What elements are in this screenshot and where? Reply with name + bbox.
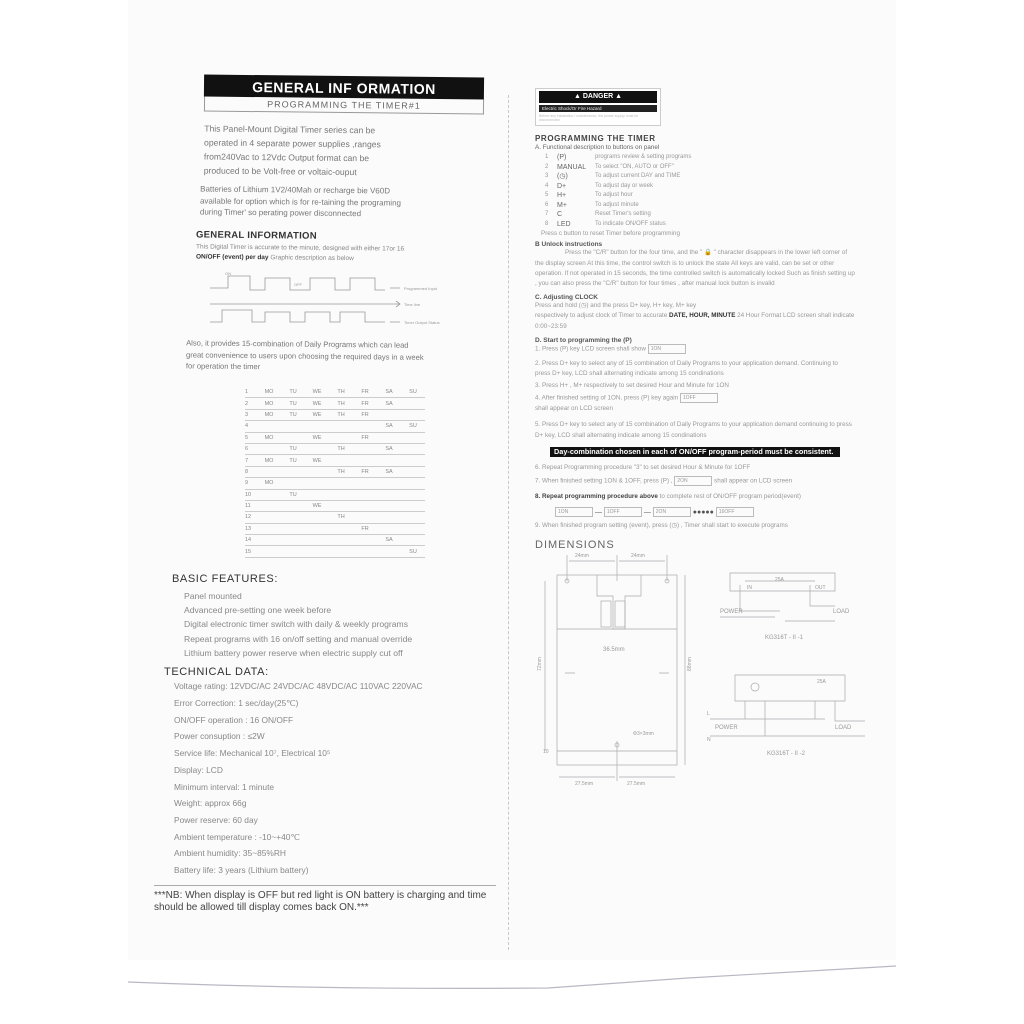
dim-right-height: 88mm [686,656,693,671]
danger-label [535,88,661,126]
step-text: shall appear on LCD screen [714,477,793,485]
button-function-row [545,172,855,182]
tech-item: Power consuption : ≤2W [174,731,265,742]
wiring-1-load: LOAD [833,608,850,615]
step-text: 7. When finished setting 1ON & 1OFF, press (P) , [535,477,673,485]
danger-subtext: Electric Shock/Or Fire Hazard [539,105,657,112]
step-1 [535,344,855,355]
program-table-row [245,398,425,409]
danger-fine-print: Before any installation / maintenance, the power supply must be disconnected [539,114,639,122]
waveform-diagram [210,270,480,330]
step-3: 3. Press H+ , M+ respectively to set desired Hour and Minute for 1ON [535,382,729,390]
button-number: 4 [545,182,549,189]
step-8-bold: 8. Repeat programming procedure above [535,493,658,501]
timer-output-wave [210,310,385,322]
feature-item: Panel mounted [184,590,242,601]
program-day-cell: SU [409,389,417,396]
banner-title: GENERAL INF ORMATION [204,75,484,100]
reset-note: Press c button to reset Timer before programming [541,230,680,238]
legend-programmed: Programmed Input [404,285,438,291]
section-c-title: C. Adjusting CLOCK [535,294,598,302]
button-function-row [545,220,855,230]
button-function-row [545,191,855,201]
general-info-rest: Graphic description as below [268,253,354,262]
program-day-cell: TU [289,389,297,396]
button-description: programs review & setting programs [595,154,692,161]
program-day-cell: TH [337,400,345,407]
program-day-cell: SA [385,537,393,544]
program-table-row [245,421,425,432]
button-function-row [545,201,855,211]
battery-line: available for option which is for re-taining the programing [199,195,402,208]
program-number: 15 [245,548,252,555]
tech-item: ON/OFF operation : 16 ON/OFF [174,714,294,725]
program-table-row [245,535,425,546]
combination-paragraph [186,337,490,375]
tech-item: Ambient humidity: 35~85%RH [174,848,286,859]
consistency-notice: Day-combination chosen in each of ON/OFF program-period must be consistent. [550,447,840,458]
feature-item: Lithium battery power reserve when electric supply cut off [184,648,403,659]
button-description: To adjust current DAY and TIME [595,173,681,180]
button-number: 3 [545,173,549,180]
program-number: 5 [245,434,249,441]
program-day-cell: WE [312,411,322,418]
step-text: 4. After finished setting of 1ON, press (P) key again [535,394,679,402]
program-number: 3 [245,411,249,418]
general-info-line: This Digital Timer is accurate to the minute, designed with either 17or 16 [196,242,405,253]
dim-bottom-right: 27.5mm [627,780,646,787]
dimensions-heading: DIMENSIONS [535,538,615,551]
clock-text-line: 24 Hour Format LCD screen shall indicate 0:00~23:59 [535,312,855,330]
battery-line: Batteries of Lithium 1V2/40Mah or recharge bie V60D [200,184,391,196]
danger-bar [539,91,657,103]
combination-line: great convenience to users upon choosing the required days in a week [185,349,424,361]
step-7 [535,476,855,487]
button-function-row [545,210,855,220]
tech-item: Service life: Mechanical 10⁷, Electrical 10⁵ [174,748,331,759]
program-chain: 1ON — 1OFF — 2ON ●●●●● 16OFF [535,507,855,517]
step-6: 6. Repeat Programming procedure "3" to set desired Hour & Minute for 1OFF [535,464,751,472]
button-key: (P) [557,154,567,162]
timer-outline [557,575,677,765]
feature-item: Digital electronic timer switch with daily & weekly programs [184,619,408,630]
program-day-cell: MO [264,457,274,464]
program-day-cell: FR [361,525,369,532]
button-function-list [535,153,855,229]
dim-hole: Φ3×3mm [633,730,654,737]
button-number: 5 [545,192,549,199]
clock-text-line: Press and hold (◷) and the press D+ key, H+ key, M+ key [535,302,697,310]
program-number: 11 [245,503,251,510]
step-2: 2. Press D+ key to select any of 15 combination of Daily Programs to your application demand. Continuing to press D+ key, LCD shall alternating indicate among 15 condinations [535,359,838,377]
step-9: 9. When finished program setting (event), press (◷) , Timer shall start to execute programs [535,521,788,529]
tech-item: Ambient temperature : -10~+40℃ [174,831,300,842]
tech-item: Voltage rating: 12VDC/AC 24VDC/AC 48VDC/AC 110VAC 220VAC [174,681,423,692]
intro-line: This Panel-Mount Digital Timer series can be [204,123,376,136]
wiring-2-n: N [707,736,711,743]
program-number: 12 [245,514,252,521]
unlock-text: Press the "C/R" button for the four time, and the " 🔒 " character disappears in the lower left corner of the display screen At this time, the control switch is to unlock the state All keys are valid, can be set or other operation. If not operated in 15 seconds, the time controlled switch is automatically locked Such as finish setting up , you can also press the "C/R" button for four times , after manual lock button is invalid [535,249,855,288]
dim-left-height: 72mm [536,656,543,671]
button-function-row [545,153,855,163]
dim-top-left: 24mm [575,552,589,559]
lcd-display: 1OFF [604,507,642,517]
lcd-display: 2ON [653,507,691,517]
program-day-cell: MO [264,411,274,418]
dimensions-area [535,551,855,791]
program-number: 1 [245,389,249,396]
clock-text-line: respectively to adjust clock of Timer to accurate [535,312,668,320]
tech-item: Battery life: 3 years (Lithium battery) [174,865,309,876]
tech-item: Power reserve: 60 day [174,814,258,825]
chain-dots: ●●●●● [692,508,714,516]
dim-center: 36.5mm [603,646,625,653]
button-number: 2 [545,163,549,170]
intro-paragraph [204,122,491,181]
button-key: D+ [557,182,567,190]
step-8 [535,492,855,502]
button-description: To adjust day or week [595,182,654,189]
combination-line: Also, it provides 15-combination of Daily Programs which can lead [186,337,409,350]
button-key: (◷) [557,173,568,181]
tech-item: Error Correction: 1 sec/day(25℃) [174,698,299,709]
tech-item: Weight: approx 66g [174,798,247,809]
general-info-bold: ON/OFF (event) per day [195,252,269,261]
wiring-2-rating: 25A [817,678,826,685]
banner-subtitle: PROGRAMMING THE TIMER#1 [204,97,484,115]
program-day-cell: WE [312,400,322,407]
step-text: to complete rest of ON/OFF program period(event) [657,493,801,501]
button-function-row [545,182,855,192]
program-day-cell: TU [289,457,297,464]
program-day-cell: FR [361,468,369,475]
wiring-1-power: POWER [720,608,743,615]
feature-item: Advanced pre-setting one week before [184,605,332,616]
button-key: H+ [557,192,567,200]
program-day-cell: SA [385,446,393,453]
battery-paragraph [200,183,490,221]
off-label: OFF [294,281,302,287]
program-number: 9 [245,480,249,487]
program-table-row [245,524,425,535]
right-column [535,88,855,791]
program-day-cell: FR [361,411,369,418]
program-day-cell: WE [312,503,322,510]
intro-line: from240Vac to 12Vdc Output format can be [203,151,370,164]
danger-text: DANGER [582,93,614,100]
warning-triangle-icon: ▲ [615,93,623,100]
program-day-cell: TH [337,468,345,475]
technical-data-heading: TECHNICAL DATA: [164,666,269,679]
on-label: ON [225,270,231,276]
button-description: To indicate ON/OFF status [595,220,666,227]
nb-note: ***NB: When display is OFF but red light is ON battery is charging and time should be allowed till display comes back ON.*** [154,889,487,913]
wiring-2-caption: KG316T - II -2 [767,750,805,757]
daily-program-table [245,387,425,558]
program-day-cell: SU [409,548,417,555]
program-day-cell: WE [312,434,322,441]
program-day-cell: FR [361,389,369,396]
section-d-title: D. Start to programming the (P) [535,336,632,344]
program-number: 7 [245,457,249,464]
technical-data-list [160,678,490,878]
program-day-cell: SA [385,389,393,396]
program-number: 4 [245,423,249,430]
combination-line: for operation the timer [185,360,261,371]
button-key: M+ [557,201,567,209]
button-number: 7 [545,211,549,218]
button-description: Reset Timer's setting [595,211,651,218]
lcd-display: 1OFF [680,393,718,403]
step-4-cont: shall appear on LCD screen [535,405,614,413]
dim-top-right: 24mm [631,552,645,559]
programming-heading: PROGRAMMING THE TIMER [535,134,656,143]
intro-line: produced to be Volt-free or voltaic-ouput [203,165,357,178]
basic-features-heading: BASIC FEATURES: [172,572,278,585]
button-description: To adjust hour [595,192,633,199]
dimension-lines [545,552,685,781]
dim-bottom-offset: 10 [543,748,549,755]
button-key: C [557,211,563,219]
program-number: 10 [245,491,252,498]
button-key: LED [557,220,571,228]
program-number: 8 [245,468,249,475]
program-table-row [245,546,425,557]
program-number: 13 [245,525,252,532]
wiring-2-l: L [707,710,710,717]
program-table-row [245,455,425,466]
wiring-2-load: LOAD [835,724,852,731]
wiring-1-in: IN [747,584,752,591]
button-description: To adjust minute [595,201,639,208]
program-table-row [245,501,425,512]
wiring-1-caption: KG316T - II -1 [765,634,803,641]
general-info-heading: GENERAL INFORMATION [195,228,317,242]
sheet-bottom-edge [128,960,896,1024]
program-day-cell: MO [264,480,274,487]
legend-time: Time line [404,301,421,307]
program-day-cell: TU [289,491,297,498]
program-table-row [245,444,425,455]
legend-output: Timer Output Status [404,319,440,325]
program-day-cell: MO [264,434,274,441]
basic-features-list [160,589,490,660]
program-day-cell: TH [337,411,345,418]
program-day-cell: FR [361,400,369,407]
program-day-cell: MO [264,400,274,407]
program-day-cell: FR [361,434,369,441]
wiring-1-rating: 25A [775,576,784,583]
tech-item: Minimum interval: 1 minute [174,781,275,792]
program-day-cell: SA [385,400,393,407]
clock-text [535,301,855,332]
program-day-cell: SU [409,423,417,430]
button-number: 1 [545,154,549,161]
step-4 [535,393,855,404]
program-day-cell: TH [337,514,345,521]
program-day-cell: TH [337,446,345,453]
button-key: MANUAL [557,163,587,171]
general-info-text [196,242,490,265]
program-day-cell: TH [337,389,345,396]
dim-bottom-left: 27.5mm [575,780,594,787]
warning-triangle-icon: ▲ [573,93,581,100]
program-day-cell: WE [312,389,322,396]
program-number: 6 [245,446,249,453]
battery-line: during Timer' so perating power disconnected [199,207,362,219]
section-b-title: B Unlock instructions [535,241,603,249]
button-number: 6 [545,201,549,208]
program-number: 14 [245,537,252,544]
wiring-1-out: OUT [815,584,826,591]
program-day-cell: WE [312,457,322,464]
program-day-cell: TU [289,411,297,418]
lcd-display: 1ON [648,344,686,354]
lcd-display: 16OFF [716,507,754,517]
button-description: To select "ON, AUTO or OFF" [595,163,674,170]
program-table-row [245,387,425,398]
program-day-cell: TU [289,446,297,453]
program-table-row [245,512,425,523]
left-column [154,76,490,914]
program-table-row [245,410,425,421]
program-day-cell: SA [385,468,393,475]
program-table-row [245,490,425,501]
lcd-display: 1ON [555,507,593,517]
tech-item: Display: LCD [174,764,223,775]
program-table-row [245,433,425,444]
program-day-cell: MO [264,389,274,396]
din-clip [597,575,641,629]
program-table-row [245,467,425,478]
step-text: 1. Press (P) key LCD screen shall show [535,345,646,353]
program-day-cell: SA [385,423,393,430]
section-a-title: A. Functional description to buttons on panel [535,144,660,151]
paper-edge-shadow [128,950,896,990]
clock-bold: DATE, HOUR, MINUTE [669,312,736,320]
wiring-2-power: POWER [715,724,738,731]
step-5: 5. Press D+ key to select any of 15 combination of Daily Programs to your application demand continuing to press D+ key, LCD shall alternating indicate among 15 condinations [535,421,852,439]
intro-line: operated in 4 separate power supplies ,ranges [204,137,381,150]
button-number: 8 [545,220,549,227]
feature-item: Repeat programs with 16 on/off setting and manual override [184,633,413,644]
button-function-row [545,163,855,173]
program-day-cell: TU [289,400,297,407]
program-number: 2 [245,400,249,407]
lcd-display: 2ON [674,476,712,486]
program-table-row [245,478,425,489]
page-fold-line [508,95,509,950]
divider [154,885,496,886]
